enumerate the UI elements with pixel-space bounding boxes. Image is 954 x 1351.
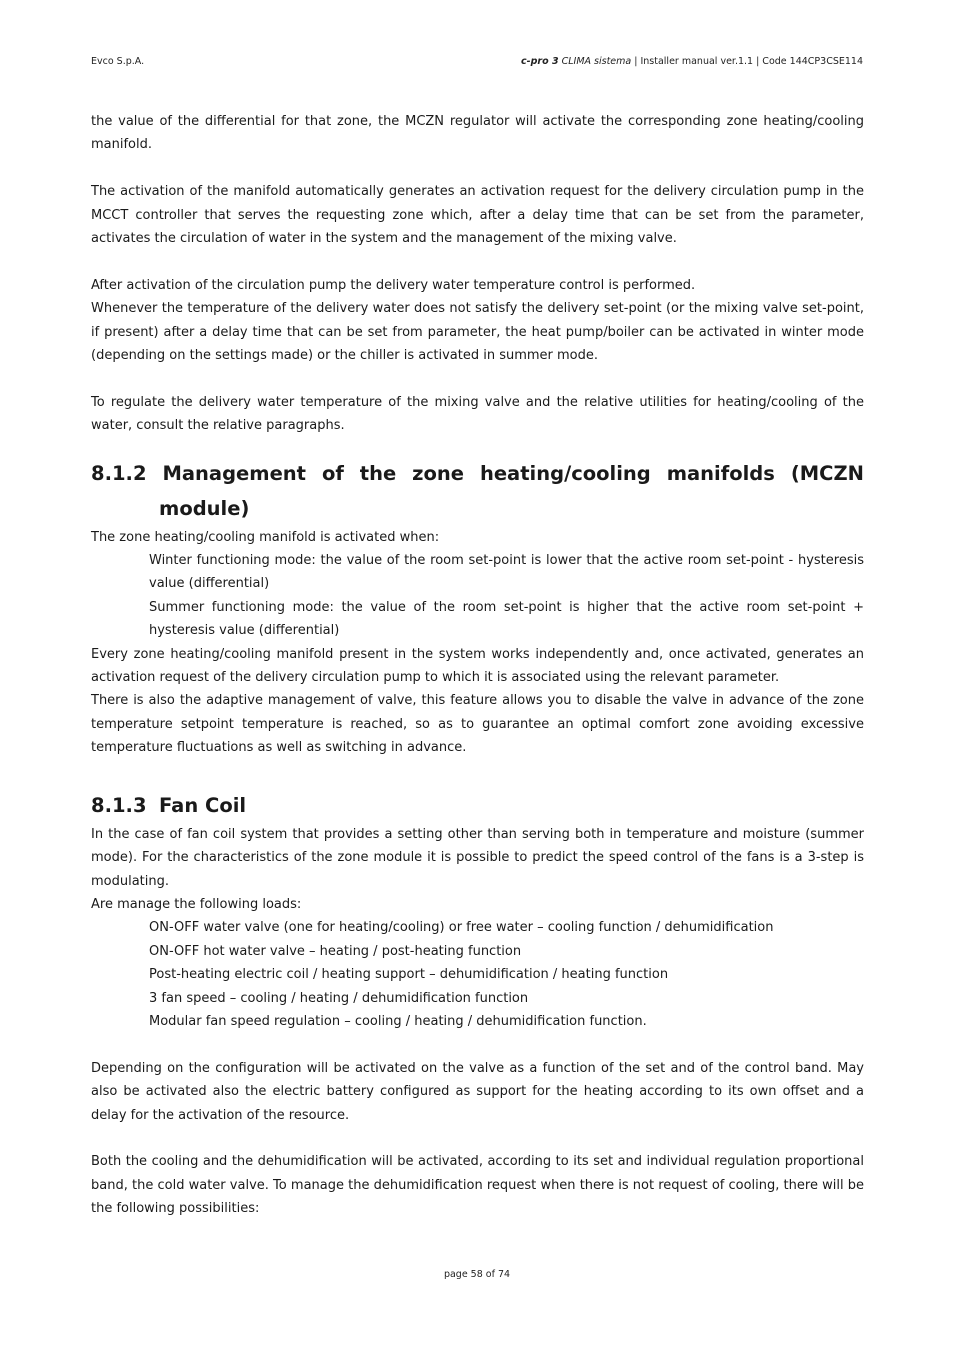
intro-paragraph: the value of the differential for that zone, the MCZN regulator will activate the corresponding zone heating/cooling manifold.: [91, 114, 864, 153]
intro-paragraph: The activation of the manifold automatically generates an activation request for the delivery circulation pump in the MCCT controller that serves the requesting zone which, after a delay time that can be set from the parameter, activates the circulation of water in the system and the management of the mixing valve.: [91, 184, 864, 247]
section-number: 8.1.3: [91, 793, 147, 817]
header-manual-code: | Installer manual ver.1.1 | Code 144CP3CSE114: [631, 56, 863, 67]
section-lead: The zone heating/cooling manifold is activated when:: [91, 529, 440, 545]
section-paragraph: Are manage the following loads:: [91, 896, 302, 912]
section-paragraph: Every zone heating/cooling manifold present in the system works independently and, once activated, generates an activation request of the delivery circulation pump to which it is associated using the relevant parameter.: [91, 646, 864, 686]
section-paragraph: Depending on the configuration will be activated on the valve as a function of the set and of the control band. May also be activated also the electric battery configured as support for the heating according to its own offset and a delay for the activation of the resource.: [91, 1060, 864, 1123]
list-item: Modular fan speed regulation – cooling / heating / dehumidification function.: [149, 1013, 647, 1029]
page-body: [91, 110, 864, 1221]
section-paragraph: Both the cooling and the dehumidification will be activated, according to its set and individual regulation proportional band, the cold water valve. To manage the dehumidification request when there is not request of cooling, there will be the following possibilities:: [91, 1154, 864, 1217]
section-heading-812: [91, 456, 864, 526]
list-item: Summer functioning mode: the value of the room set-point is higher that the active room set-point + hysteresis value (differential): [149, 599, 864, 639]
list-item: ON-OFF hot water valve – heating / post-heating function: [149, 943, 522, 959]
section-title: Fan Coil: [159, 793, 247, 817]
list-item: ON-OFF water valve (one for heating/cooling) or free water – cooling function / dehumidification: [149, 920, 774, 936]
list-item: Post-heating electric coil / heating support – dehumidification / heating function: [149, 967, 669, 983]
heading-word: of: [321, 461, 344, 485]
intro-paragraph: Whenever the temperature of the delivery water does not satisfy the delivery set-point (or the mixing valve set-point, if present) after a delay time that can be set from parameter, the heat pump/boiler can be activated in winter mode (depending on the settings made) or the chiller is activated in summer mode.: [91, 301, 864, 364]
intro-paragraph: To regulate the delivery water temperature of the mixing valve and the relative utilities for heating/cooling of the water, consult the relative paragraphs.: [91, 394, 864, 434]
section-paragraph: There is also the adaptive management of valve, this feature allows you to disable the valve in advance of the zone temperature setpoint temperature is reached, so as to guarantee an optimal comfort zone avoiding excessive temperature fluctuations as well as switching in advance.: [91, 693, 864, 756]
header-company: Evco S.p.A.: [91, 56, 145, 67]
heading-word: heating/cooling: [479, 461, 651, 485]
header-manual-info: [521, 56, 863, 67]
section-number: 8.1.2: [91, 461, 147, 485]
heading-word: manifolds: [666, 461, 775, 485]
heading-word: Management: [162, 461, 307, 485]
heading-word: (MCZN: [790, 461, 864, 485]
list-item: 3 fan speed – cooling / heating / dehumidification function: [149, 990, 529, 1006]
heading-continuation: module): [159, 496, 250, 520]
header-product-italic: CLIMA sistema: [561, 56, 632, 67]
header-product-bold: c-pro 3: [521, 56, 559, 67]
heading-word: the: [359, 461, 397, 485]
page-number: page 58 of 74: [443, 1269, 511, 1280]
heading-word: zone: [412, 461, 465, 485]
section-heading-813: [91, 788, 864, 823]
list-item: Winter functioning mode: the value of the room set-point is lower that the active room set-point - hysteresis value (differential): [149, 553, 864, 592]
intro-paragraph: After activation of the circulation pump the delivery water temperature control is performed.: [91, 277, 696, 293]
section-paragraph: In the case of fan coil system that provides a setting other than serving both in temperature and moisture (summer mode). For the characteristics of the zone module it is possible to predict the speed control of the fans is a 3-step is modulating.: [91, 826, 864, 889]
